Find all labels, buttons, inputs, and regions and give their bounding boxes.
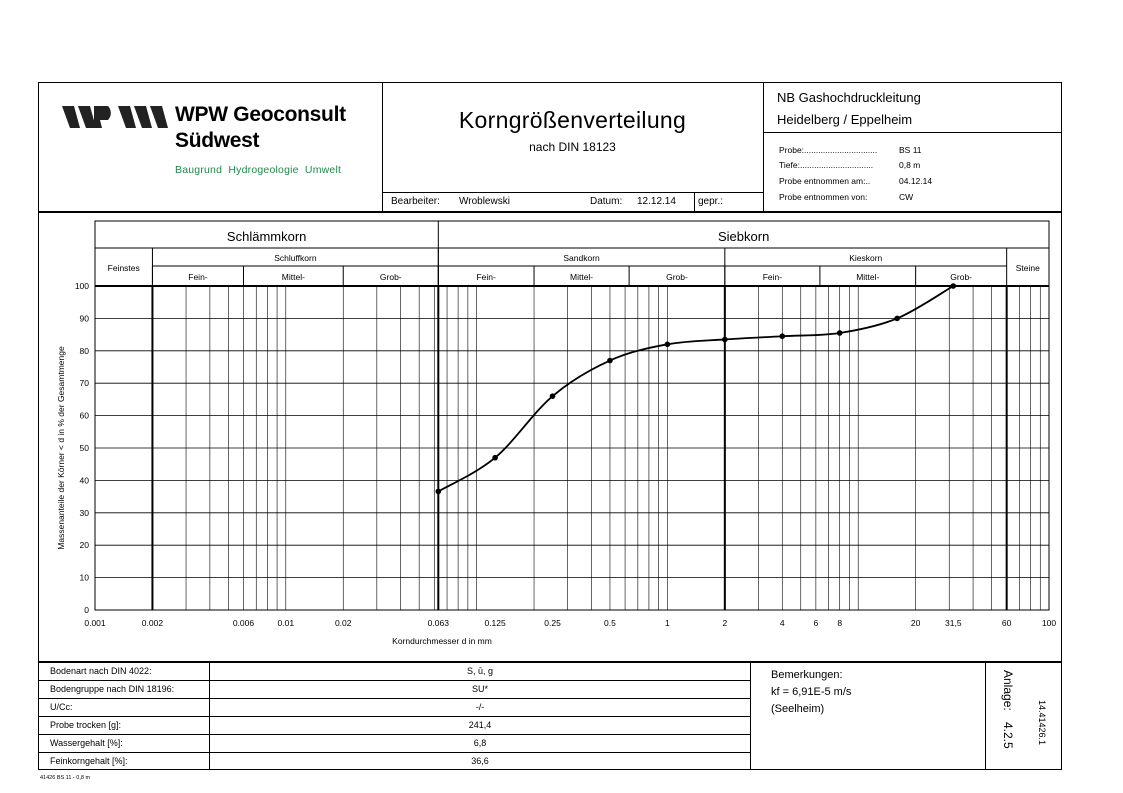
data-point — [550, 393, 556, 399]
x-tick-label: 4 — [779, 618, 785, 628]
sample-date-value: 04.12.14 — [899, 176, 933, 186]
x-tick-label: 100 — [1041, 618, 1057, 628]
x-tick-label: 0.125 — [484, 618, 506, 628]
remarks-title: Bemerkungen: — [771, 669, 843, 681]
project-line1: NB Gashochdruckleitung — [777, 90, 921, 105]
results-row-label: Bodenart nach DIN 4022: — [50, 666, 152, 676]
sample-depth-label: Tiefe:............................... — [779, 160, 874, 170]
x-tick-label: 20 — [910, 618, 921, 628]
y-tick-label: 10 — [79, 572, 89, 583]
editor-value: Wroblewski — [459, 196, 510, 207]
results-row-label: Feinkorngehalt [%]: — [50, 756, 128, 766]
y-tick-label: 40 — [79, 475, 89, 486]
company-name-line1: WPW Geoconsult — [175, 103, 346, 126]
data-point — [779, 333, 785, 339]
y-tick-label: 70 — [79, 378, 89, 389]
x-tick-label: 0.01 — [277, 618, 295, 628]
results-row-value: 241,4 — [468, 720, 492, 730]
band-top-label: Schlämmkorn — [226, 229, 307, 244]
results-row-label: Bodengruppe nach DIN 18196: — [50, 684, 175, 694]
data-point — [894, 316, 900, 322]
footer-file-ref: 41426 BS 11 - 0,8 m — [40, 775, 91, 781]
x-tick-label: 60 — [1001, 618, 1012, 628]
x-tick-label: 1 — [665, 618, 670, 628]
data-point — [492, 455, 498, 461]
sample-probe-value: BS 11 — [899, 145, 922, 155]
results-col-divider-3 — [985, 662, 986, 770]
y-tick-label: 80 — [79, 345, 89, 356]
company-name-line2: Südwest — [175, 129, 260, 152]
band-top-label: Siebkorn — [718, 229, 770, 244]
band-low-label: Fein- — [476, 272, 496, 282]
x-tick-label: 8 — [837, 618, 843, 628]
series-line — [438, 286, 953, 491]
x-tick-label: 0.02 — [334, 618, 352, 628]
data-point — [722, 337, 728, 343]
results-row-label: Probe trocken [g]: — [50, 720, 122, 730]
results-top-line — [38, 661, 1062, 663]
results-row-label: U/Cc: — [50, 702, 73, 712]
x-tick-label: 0.5 — [604, 618, 616, 628]
x-axis-label: Korndurchmesser d in mm — [392, 636, 492, 646]
y-tick-label: 20 — [79, 540, 89, 551]
remarks-line2: (Seelheim) — [771, 703, 825, 715]
results-row-value: -/- — [475, 702, 485, 712]
y-tick-label: 50 — [79, 443, 89, 453]
remarks-line1: kf = 6,91E-5 m/s — [771, 686, 852, 698]
page-title: Korngrößenverteilung — [458, 107, 687, 133]
band-mid-label: Sandkorn — [563, 253, 600, 263]
x-tick-label: 0.001 — [84, 618, 106, 628]
results-row-line — [38, 698, 750, 699]
x-tick-label: 2 — [722, 618, 728, 628]
company-tagline: Baugrund Hydrogeologie Umwelt — [175, 164, 342, 176]
band-mid-label: Steine — [1015, 263, 1040, 273]
appendix-number: 4.2.5 — [1001, 722, 1015, 749]
sample-by-label: Probe entnommen von: — [779, 192, 868, 202]
appendix-label: Anlage: — [1001, 670, 1015, 711]
results-row-line — [38, 680, 750, 681]
editor-label: Bearbeiter: — [391, 196, 440, 207]
band-mid-label: Feinstes — [107, 263, 140, 273]
band-low-label: Mittel- — [281, 272, 305, 282]
data-point — [950, 283, 956, 289]
date-label: Datum: — [590, 196, 623, 207]
band-mid-label: Schluffkorn — [274, 253, 317, 263]
y-tick-label: 0 — [84, 605, 89, 615]
results-row-line — [38, 734, 750, 735]
band-low-label: Mittel- — [570, 272, 594, 282]
band-low-label: Grob- — [379, 272, 402, 282]
sample-date-label: Probe entnommen am:.. — [779, 176, 871, 186]
band-mid-label: Kieskorn — [849, 253, 883, 263]
data-point — [665, 342, 671, 348]
project-number: 14.41426.1 — [1037, 700, 1047, 746]
results-row-value: SU* — [471, 684, 488, 694]
results-row-line — [38, 752, 750, 753]
x-tick-label: 6 — [813, 618, 819, 628]
band-low-label: Grob- — [950, 272, 973, 282]
y-tick-label: 60 — [79, 410, 89, 421]
results-row-value: 6,8 — [473, 738, 487, 748]
band-low-label: Grob- — [666, 272, 688, 282]
x-tick-label: 0.25 — [544, 618, 561, 628]
x-tick-label: 0.063 — [427, 618, 449, 628]
date-value: 12.12.14 — [637, 196, 676, 207]
results-row-value: S, ū, g — [466, 666, 493, 676]
x-tick-label: 31,5 — [945, 618, 962, 628]
results-col-divider-2 — [750, 662, 751, 770]
sample-by-value: CW — [899, 192, 914, 202]
results-row-line — [38, 716, 750, 717]
results-row-value: 36,6 — [471, 756, 489, 766]
y-tick-label: 90 — [79, 313, 89, 324]
page-subtitle: nach DIN 18123 — [529, 140, 616, 154]
data-point — [436, 489, 442, 495]
band-low-label: Fein- — [188, 272, 208, 282]
data-point — [607, 358, 613, 364]
sample-probe-label: Probe:............................... — [779, 145, 878, 155]
band-low-label: Fein- — [762, 272, 783, 282]
y-tick-label: 30 — [79, 507, 89, 518]
project-line2: Heidelberg / Eppelheim — [777, 112, 913, 127]
data-point — [837, 330, 843, 336]
x-tick-label: 0.002 — [141, 618, 164, 628]
band-low-label: Mittel- — [856, 272, 880, 282]
y-tick-label: 100 — [74, 281, 89, 291]
y-axis-label: Massenanteile der Körner < d in % der Gesamtmenge — [56, 346, 66, 550]
x-tick-label: 0.006 — [232, 618, 255, 628]
checked-label: gepr.: — [698, 196, 724, 207]
sample-depth-value: 0,8 m — [899, 160, 921, 170]
results-row-label: Wassergehalt [%]: — [50, 738, 123, 748]
